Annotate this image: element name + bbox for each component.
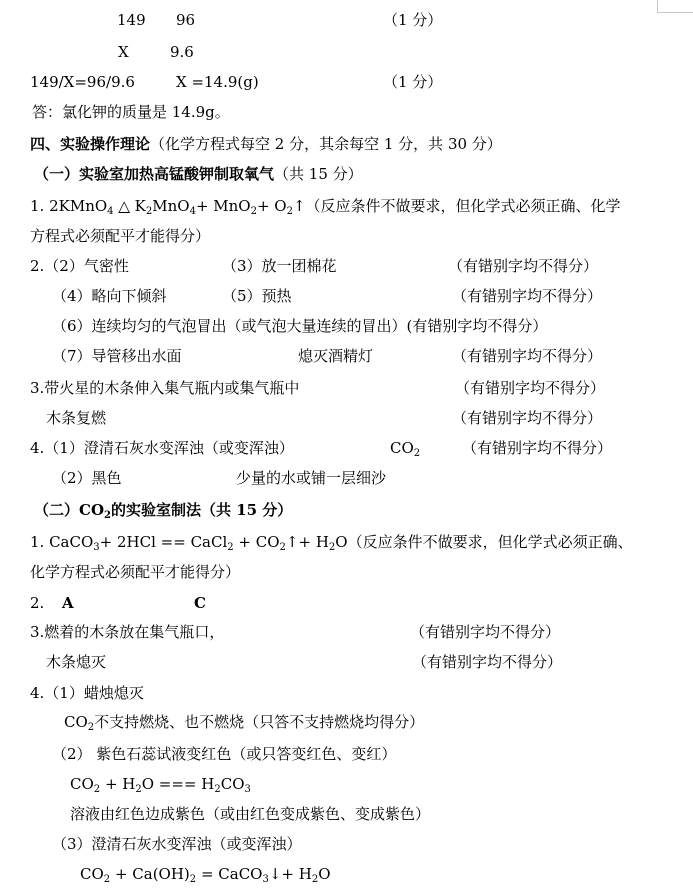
part1-q1-line2: 方程式必须配平才能得分） <box>30 227 211 245</box>
calc-row2-a: X <box>118 43 129 61</box>
eq2-caco3: = CaCO <box>200 865 263 883</box>
q1-mno: MnO <box>152 197 190 215</box>
sub-2: 2 <box>311 874 319 885</box>
q1-co2: + CO <box>238 533 280 551</box>
calc-row1-score: （1 分） <box>383 11 443 29</box>
sub-2: 2 <box>279 542 286 553</box>
q1-mno2: + MnO <box>195 197 251 215</box>
section4-note: （化学方程式每空 2 分，其余每空 1 分，共 30 分） <box>150 135 502 153</box>
part2-q4-a: 4.（1）蜡烛熄灭 <box>30 684 144 702</box>
sub-2: 2 <box>87 722 95 733</box>
part2-title-a: （二）CO <box>34 501 105 519</box>
sub-3: 3 <box>93 542 100 553</box>
q1-k: K <box>134 197 146 215</box>
eq-h2o: + H <box>104 775 136 793</box>
part1-title: （一）实验室加热高锰酸钾制取氧气 <box>34 165 275 183</box>
part2-q3-b: （有错别字均不得分） <box>410 623 561 641</box>
sub-4: 4 <box>189 206 196 217</box>
calc-row3-score: （1 分） <box>383 73 443 91</box>
co2-text: CO <box>390 439 414 457</box>
part2-q3-d: （有错别字均不得分） <box>412 653 563 671</box>
sub-2: 2 <box>189 874 197 885</box>
sub-2: 2 <box>103 874 111 885</box>
part2-q4-c: （2） 紫色石蕊试液变红色（或只答变红色、变红） <box>52 745 397 763</box>
part2-q2-num: 2. <box>30 594 45 612</box>
calc-row1-a: 149 <box>117 11 146 29</box>
q1-hcl: + 2HCl == CaCl <box>99 533 228 551</box>
sub-2: 2 <box>286 206 293 217</box>
part1-q2-j: （有错别字均不得分） <box>452 347 603 365</box>
part2-q1-line2: 化学方程式必须配平才能得分） <box>30 563 241 581</box>
part1-q2-e: （5）预热 <box>222 287 292 305</box>
sub-2: 2 <box>145 206 153 217</box>
part1-q4-b <box>390 438 420 458</box>
part2-q4-f: （3）澄清石灰水变浑浊（或变浑浊） <box>52 835 302 853</box>
calc-row3-result: X =14.9(g) <box>176 73 259 91</box>
q1-kmno4: 1. 2KMnO <box>30 197 108 215</box>
part1-q2-d: （4）略向下倾斜 <box>52 287 167 305</box>
section4-title: 四、实验操作理论 <box>30 135 151 153</box>
sub-3: 3 <box>244 784 251 795</box>
sub-2: 2 <box>227 542 234 553</box>
part2-q4-g <box>80 864 331 884</box>
eq2-caoh: + Ca(OH) <box>114 865 190 883</box>
part1-q3-b: （有错别字均不得分） <box>455 379 606 397</box>
part1-q4-c: （有错别字均不得分） <box>462 439 613 457</box>
part1-q4-d: （2）黑色 <box>52 469 122 487</box>
part2-q1-line1 <box>30 532 633 552</box>
co2-text: CO <box>64 713 88 731</box>
sub-2: 2 <box>413 448 421 459</box>
part1-q2-g: （6）连续均匀的气泡冒出（或气泡大量连续的冒出）(有错别字均不得分） <box>52 317 548 335</box>
part2-q4-e: 溶液由红色边成紫色（或由红色变成紫色、变成紫色） <box>70 805 431 823</box>
part1-heading <box>34 164 363 184</box>
q4-b-text: 不支持燃烧、也不燃烧（只答不支持燃烧均得分） <box>94 713 425 731</box>
part1-q2-h: （7）导管移出水面 <box>52 347 182 365</box>
q1-o2: + O <box>256 197 287 215</box>
sub-2: 2 <box>93 784 101 795</box>
part1-q1-line1 <box>30 196 621 216</box>
eq2-co2: CO <box>80 865 104 883</box>
calc-row3-eq: 149/X=96/9.6 <box>30 73 135 91</box>
q1-caco3: 1. CaCO <box>30 533 94 551</box>
heat-symbol: △ <box>118 197 130 215</box>
part1-q3-d: （有错别字均不得分） <box>452 409 603 427</box>
part1-score: （共 15 分） <box>274 165 363 183</box>
section4-heading <box>30 134 502 154</box>
calc-row2-b: 9.6 <box>170 43 194 61</box>
page-corner-mark <box>657 0 693 13</box>
q1-h2: ↑+ H <box>285 533 329 551</box>
part2-title-b: 的实验室制法（共 15 分） <box>110 501 293 519</box>
part1-q2-f: （有错别字均不得分） <box>452 287 603 305</box>
calc-answer: 答：氯化钾的质量是 14.9g。 <box>32 103 230 121</box>
calc-row1-b: 96 <box>176 11 196 29</box>
part2-q3-a: 3.燃着的木条放在集气瓶口， <box>30 623 225 641</box>
part1-q2-a: 2.（2）气密性 <box>30 257 129 275</box>
sub-2: 2 <box>135 784 142 795</box>
part2-heading <box>34 500 292 520</box>
part1-q3-a: 3.带火星的木条伸入集气瓶内或集气瓶中 <box>30 379 300 397</box>
part1-q4-e: 少量的水或铺一层细沙 <box>236 469 387 487</box>
eq2-h2: ↓+ H <box>268 865 312 883</box>
eq-h2co3: O === H <box>141 775 215 793</box>
eq2-o: O <box>318 865 331 883</box>
part2-q4-d <box>70 774 251 794</box>
sub-2: 2 <box>214 784 221 795</box>
part1-q4-a: 4.（1）澄清石灰水变浑浊（或变浑浊） <box>30 439 294 457</box>
part2-q2-answer-c: C <box>194 594 206 612</box>
part1-q2-i: 熄灭酒精灯 <box>298 347 374 365</box>
sub-3: 3 <box>262 874 269 885</box>
part1-q2-c: （有错别字均不得分） <box>448 257 599 275</box>
part1-q3-c: 木条复燃 <box>46 409 107 427</box>
sub-2: 2 <box>250 206 257 217</box>
part1-q2-b: （3）放一团棉花 <box>222 257 337 275</box>
part2-q3-c: 木条熄灭 <box>46 653 107 671</box>
eq-co3: CO <box>220 775 245 793</box>
eq-co2: CO <box>70 775 94 793</box>
q1-note2: O（反应条件不做要求，但化学式必须正确、 <box>335 533 633 551</box>
q1-note: ↑（反应条件不做要求，但化学式必须正确、化学 <box>292 197 621 215</box>
sub-4: 4 <box>107 206 114 217</box>
part2-q4-b <box>64 712 424 732</box>
part2-q2-answer-a: A <box>62 594 74 612</box>
sub-2: 2 <box>328 542 336 553</box>
sub-2: 2 <box>104 510 111 521</box>
